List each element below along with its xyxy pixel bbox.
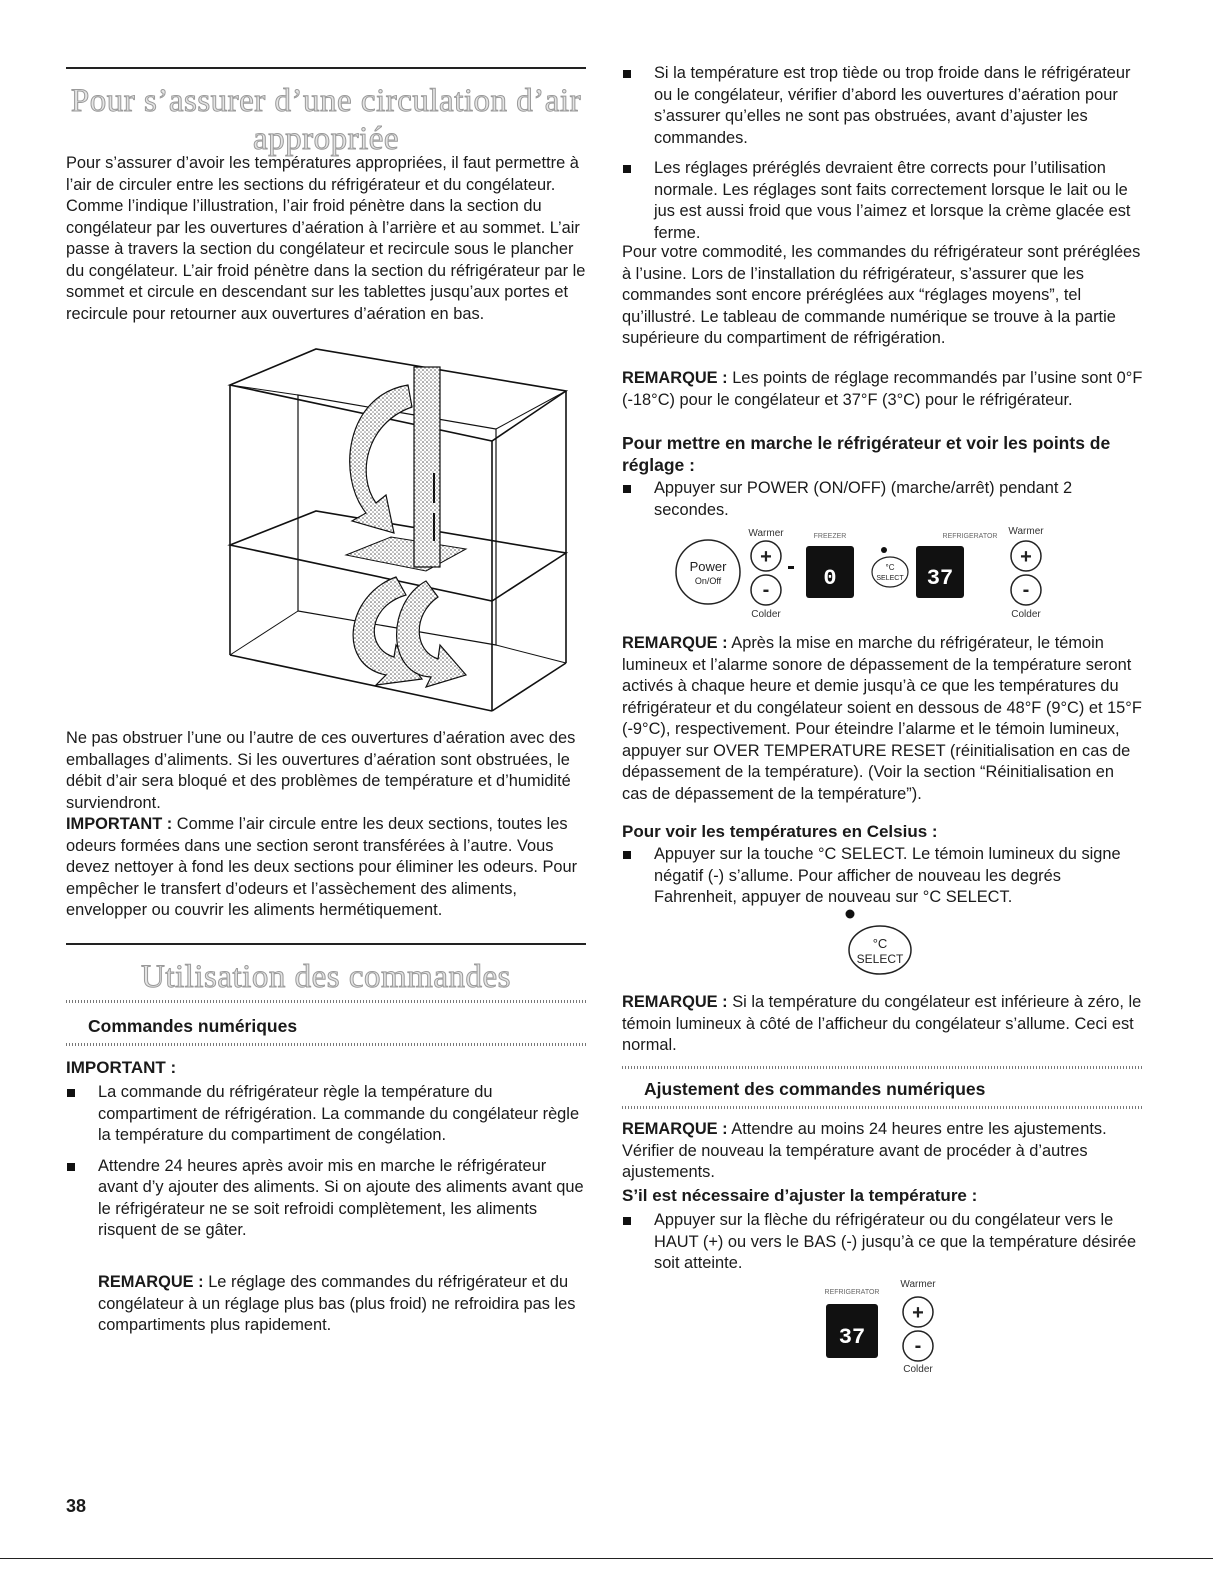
refrigerator-label: REFRIGERATOR bbox=[824, 1289, 880, 1296]
celsius-select-illustration bbox=[840, 906, 930, 976]
remarque-text: Après la mise en marche du réfrigérateur, le témoin lumineux et l’alarme sonore de dépassement de la température seront activés à chaque heure et demie jusqu’à ce que les températures du réfrigérateur et du congélateur soient en dessous de 48°F (9°C) et 15°F (-9°C), respectivement. Pour éteindre l’alarme et le témoin lumineux, appuyer sur OVER TEMPERATURE RESET (réinitialisation en cas de dépassement de la température). (Voir la section “Réinitialisation en cas de dépassement de la température”). bbox=[622, 634, 1142, 803]
heading-celsius: Pour voir les températures en Celsius : bbox=[622, 822, 938, 841]
subsection-title-digital-controls: Commandes numériques bbox=[88, 1016, 298, 1036]
plus-icon: + bbox=[760, 546, 772, 568]
section-rule bbox=[66, 943, 586, 945]
remarque-label: REMARQUE : bbox=[622, 369, 728, 387]
paragraph-air-circulation: Pour s’assurer d’avoir les températures appropriées, il faut permettre à l’air de circuler entre les sections du réfrigérateur et du congélateur. Comme l’indique l’illustration, l’air froid pénètre dans la section du congélateur par les ouvertures d’aération à l’arrière et au sommet. L’air passe à travers la section du congélateur et recircule sous le plancher du congélateur. L’air froid pénètre dans la section du réfrigérateur par le sommet et circule en descendant sur les tablettes jusqu’aux portes et recircule pour retourner aux ouvertures d’aération en bas. bbox=[66, 154, 586, 323]
negative-indicator bbox=[788, 566, 794, 569]
select-label: SELECT bbox=[856, 952, 904, 966]
refrigerator-label: REFRIGERATOR bbox=[942, 533, 998, 540]
refrigerator-display-value: 37 bbox=[838, 1325, 866, 1350]
colder-label: Colder bbox=[903, 1364, 933, 1375]
page-number: 38 bbox=[66, 1496, 87, 1516]
select-label: SELECT bbox=[876, 575, 904, 582]
freezer-colder-label: Colder bbox=[751, 609, 781, 620]
list-item: Attendre 24 heures après avoir mis en marche le réfrigérateur avant d’y ajouter des aliments. Si on ajoute des aliments avant que le réfrigérateur ne se soit refroidi complètement, les aliments risquent de se gâter. bbox=[66, 1156, 586, 1242]
paragraph-remarque-wait bbox=[622, 1119, 1144, 1184]
celsius-label: °C bbox=[872, 936, 888, 951]
heading-adjust-temperature: S’il est nécessaire d’ajuster la température : bbox=[622, 1186, 978, 1205]
freezer-label: FREEZER bbox=[813, 533, 847, 540]
list-item: La commande du réfrigérateur règle la température du compartiment de réfrigération. La commande du congélateur règle la température du compartiment de congélation. bbox=[66, 1082, 586, 1147]
hatch-divider bbox=[622, 1106, 1144, 1109]
power-label: Power bbox=[689, 559, 727, 574]
subsection-title-adjusting: Ajustement des commandes numériques bbox=[644, 1079, 986, 1099]
controls-bullet-list bbox=[66, 1082, 586, 1242]
list-item: Appuyer sur la flèche du réfrigérateur ou du congélateur vers le HAUT (+) ou vers le BAS (-) jusqu’à ce que la température désirée soit atteinte. bbox=[622, 1210, 1144, 1275]
plus-icon: + bbox=[912, 1302, 924, 1324]
remarque-label: REMARQUE : bbox=[622, 1120, 728, 1138]
warmer-label: Warmer bbox=[900, 1279, 936, 1290]
paragraph-remarque-zero bbox=[622, 992, 1144, 1057]
bottom-rule bbox=[0, 1558, 1213, 1559]
celsius-select-button[interactable] bbox=[849, 926, 911, 974]
refrigerator-warmer-label: Warmer bbox=[1008, 526, 1044, 537]
list-item: Appuyer sur la touche °C SELECT. Le témoin lumineux du signe négatif (-) s’allume. Pour afficher de nouveau les degrés Fahrenheit, appuyer de nouveau sur °C SELECT. bbox=[622, 844, 1144, 909]
refrigerator-colder-button[interactable] bbox=[1011, 575, 1041, 605]
paragraph-remarque-colder bbox=[98, 1272, 586, 1337]
celsius-bullet-list bbox=[622, 844, 1144, 909]
refrigerator-warmer-button[interactable] bbox=[1011, 541, 1041, 571]
section-rule bbox=[66, 67, 586, 69]
celsius-select-button[interactable] bbox=[872, 557, 908, 587]
remarque-label: REMARQUE : bbox=[98, 1273, 204, 1291]
minus-icon: - bbox=[762, 579, 770, 601]
tips-bullet-list bbox=[622, 63, 1144, 244]
paragraph-important-odors bbox=[66, 814, 586, 922]
freezer-display-value: 0 bbox=[823, 566, 837, 591]
remarque-label: REMARQUE : bbox=[622, 993, 728, 1011]
section-title-line1: Pour s’assurer d’une circulation d’air bbox=[70, 83, 582, 119]
freezer-warmer-label: Warmer bbox=[748, 528, 784, 539]
important-label: IMPORTANT : bbox=[66, 815, 173, 833]
remarque-text: Les points de réglage recommandés par l’usine sont 0°F (-18°C) pour le congélateur et 37°F (3°C) pour le réfrigérateur. bbox=[622, 369, 1143, 409]
power-bullet-list bbox=[622, 478, 1144, 521]
heading-power-on: Pour mettre en marche le réfrigérateur et voir les points de réglage : bbox=[622, 433, 1111, 475]
remarque-text: Si la température du congélateur est inférieure à zéro, le témoin lumineux à côté de l’afficheur du congélateur s’allume. Ceci est normal. bbox=[622, 993, 1142, 1054]
remarque-label: REMARQUE : bbox=[622, 634, 728, 652]
list-item: Appuyer sur POWER (ON/OFF) (marche/arrêt) pendant 2 secondes. bbox=[622, 478, 1144, 521]
adjust-bullet-list bbox=[622, 1210, 1144, 1275]
important-text: Comme l’air circule entre les deux sections, toutes les odeurs formées dans une section seront transférées à l’autre. Vous devez nettoyer à fond les deux sections pour éliminer les odeurs. Pour empêcher le transfert d’odeurs et l’assèchement des aliments, envelopper ou couvrir les aliments hermétiquement. bbox=[66, 815, 578, 919]
power-onoff-label: On/Off bbox=[694, 576, 722, 586]
list-item: Les réglages préréglés devraient être corrects pour l’utilisation normale. Les réglages sont faits correctement lorsque le lait ou le jus est aussi froid que vous l’aimez et lorsque la crème glacée est ferme. bbox=[622, 158, 1144, 244]
paragraph-do-not-block: Ne pas obstruer l’une ou l’autre de ces ouvertures d’aération avec des emballages d’aliments. Si les ouvertures d’aération sont obstruées, le débit d’air sera bloqué et des problèmes de température et d’humidité surviendront. bbox=[66, 729, 576, 812]
refrigerator-control-illustration bbox=[812, 1276, 972, 1376]
refrigerator-colder-label: Colder bbox=[1011, 609, 1041, 620]
celsius-label: °C bbox=[885, 563, 895, 572]
list-item: Si la température est trop tiède ou trop froide dans le réfrigérateur ou le congélateur, vérifier d’abord les ouvertures d’aération pour s’assurer qu’elles ne sont pas obstruées, avant d’ajuster les commandes. bbox=[622, 63, 1144, 149]
important-heading: IMPORTANT : bbox=[66, 1058, 177, 1077]
paragraph-remarque-setpoints bbox=[622, 368, 1144, 411]
colder-button[interactable] bbox=[903, 1331, 933, 1361]
control-panel-illustration bbox=[670, 520, 1090, 620]
power-button[interactable] bbox=[676, 540, 740, 604]
section-title-air-circulation bbox=[66, 82, 586, 158]
paragraph-remarque-alarm bbox=[622, 633, 1144, 805]
paragraph-factory-preset: Pour votre commodité, les commandes du réfrigérateur sont préréglées à l’usine. Lors de l’installation du réfrigérateur, s’assurer que les commandes sont encore préréglées aux “réglages moyens”, tel qu’illustré. Le tableau de commande numérique se trouve à la partie supérieure du compartiment de réfrigération. bbox=[622, 243, 1141, 347]
minus-icon: - bbox=[1022, 579, 1030, 601]
freezer-colder-button[interactable] bbox=[751, 575, 781, 605]
hatch-divider bbox=[66, 1000, 586, 1003]
select-ellipse bbox=[872, 557, 908, 587]
warmer-button[interactable] bbox=[903, 1297, 933, 1327]
minus-icon: - bbox=[914, 1335, 922, 1357]
airflow-illustration bbox=[226, 345, 576, 713]
hatch-divider bbox=[66, 1043, 586, 1046]
section-title-controls: Utilisation des commandes bbox=[141, 959, 511, 995]
freezer-warmer-button[interactable] bbox=[751, 541, 781, 571]
remarque-text: Attendre au moins 24 heures entre les ajustements. Vérifier de nouveau la température avant de procéder à d’autres ajustements. bbox=[622, 1120, 1107, 1181]
celsius-indicator-dot bbox=[881, 547, 887, 553]
remarque-text: Le réglage des commandes du réfrigérateur et du congélateur à un réglage plus bas (plus froid) ne refroidira pas les compartiments plus rapidement. bbox=[98, 1273, 576, 1334]
celsius-indicator-dot bbox=[846, 910, 855, 919]
section-title-line2: appropriée bbox=[252, 121, 400, 157]
refrigerator-display-value: 37 bbox=[926, 566, 954, 591]
hatch-divider bbox=[622, 1066, 1144, 1069]
plus-icon: + bbox=[1020, 546, 1032, 568]
